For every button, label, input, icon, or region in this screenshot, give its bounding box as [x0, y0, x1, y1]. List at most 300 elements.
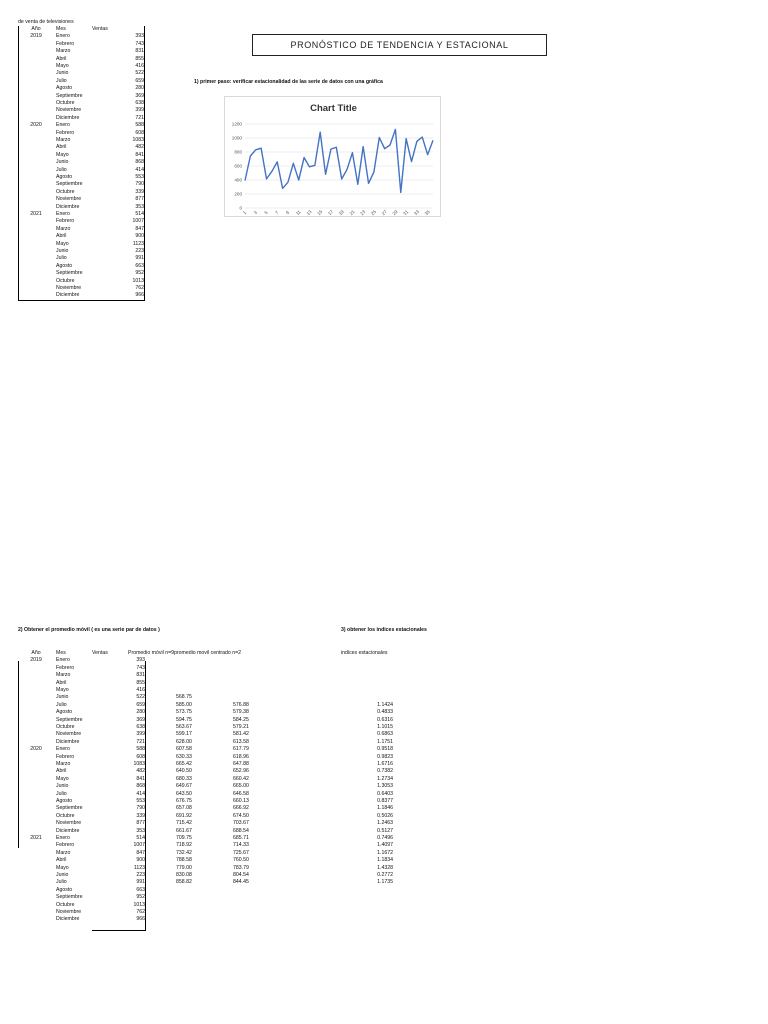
cell-seasonal-index: 0.9518	[377, 746, 393, 753]
cell-year: 2020	[30, 122, 42, 129]
cell-sales: 790	[135, 181, 144, 188]
sales-table-header	[18, 26, 146, 33]
cell-seasonal-index: 0.2772	[377, 872, 393, 878]
table-caption: de venta de televisiones	[18, 19, 74, 25]
cell-sales: 659	[135, 77, 144, 84]
cell-sales: 663	[136, 886, 145, 893]
cell-moving-average: 649.67	[176, 783, 192, 790]
cell-seasonal-index: 0.4833	[377, 709, 393, 716]
cell-sales: 514	[135, 211, 144, 217]
cell-moving-average: 630.33	[176, 753, 192, 760]
table-row	[18, 909, 438, 916]
cell-sales: 762	[135, 285, 144, 291]
cell-month: Noviembre	[56, 285, 82, 291]
cell-sales: 841	[135, 151, 144, 158]
x-tick-label: 19	[337, 209, 345, 217]
table-row	[18, 292, 146, 299]
x-tick-label: 27	[380, 209, 388, 217]
cell-month: Julio	[56, 879, 67, 886]
data-point	[433, 140, 434, 141]
cell-seasonal-index: 1.4097	[377, 842, 393, 849]
table-row	[18, 137, 146, 144]
cell-month: Mayo	[56, 775, 69, 782]
ma-header-month: Mes	[56, 650, 66, 656]
x-tick-label: 31	[402, 209, 410, 217]
x-tick-label: 15	[316, 209, 324, 217]
cell-year: 2020	[30, 746, 42, 753]
cell-month: Julio	[56, 255, 67, 262]
cell-seasonal-index: 0.8377	[377, 798, 393, 804]
table-row	[18, 746, 438, 753]
data-point	[255, 150, 256, 151]
cell-sales: 223	[136, 872, 145, 878]
y-tick-label: 400	[234, 177, 242, 183]
cell-sales: 608	[135, 129, 144, 136]
cell-month: Abril	[56, 144, 67, 151]
cell-month: Enero	[56, 33, 70, 40]
cell-month: Febrero	[56, 129, 75, 136]
cell-month: Enero	[56, 746, 70, 753]
data-point	[379, 137, 380, 138]
cell-sales: 638	[135, 100, 144, 106]
data-point	[427, 154, 428, 155]
cell-month: Mayo	[56, 864, 69, 871]
data-point	[422, 137, 423, 138]
table-row	[18, 754, 438, 761]
ma-header-ma: Promedio móvil n=9	[128, 650, 174, 656]
table-row	[18, 63, 146, 70]
cell-month: Octubre	[56, 100, 75, 106]
table-row	[18, 196, 146, 203]
cell-sales: 991	[135, 255, 144, 262]
table-row	[18, 857, 438, 864]
cell-seasonal-index: 1.6716	[377, 761, 393, 767]
cell-month: Marzo	[56, 761, 71, 767]
ma-table-bottom-border	[92, 930, 146, 931]
cell-month: Diciembre	[56, 738, 80, 745]
table-row	[18, 270, 146, 277]
cell-month: Septiembre	[56, 805, 83, 812]
cell-centered-average: 665.00	[233, 783, 249, 790]
x-tick-label: 35	[423, 209, 431, 217]
cell-month: Mayo	[56, 151, 69, 158]
ma-header-cma: promedio movil centrado n=2	[174, 650, 242, 656]
cell-sales: 868	[135, 159, 144, 166]
table-row	[18, 761, 438, 768]
data-point	[395, 129, 396, 130]
x-tick-label: 17	[327, 209, 335, 217]
cell-month: Junio	[56, 159, 69, 166]
cell-month: Junio	[56, 783, 69, 790]
cell-seasonal-index: 0.6863	[377, 731, 393, 738]
data-point	[400, 192, 401, 193]
cell-seasonal-index: 1.1846	[377, 805, 393, 812]
cell-month: Noviembre	[56, 196, 82, 203]
series-line	[245, 129, 433, 192]
table-row	[18, 241, 146, 248]
x-tick-label: 23	[359, 209, 367, 217]
cell-moving-average: 691.92	[176, 812, 192, 819]
y-tick-label: 1200	[231, 121, 242, 127]
cell-year: 2021	[30, 211, 42, 217]
cell-seasonal-index: 0.9823	[377, 753, 393, 760]
cell-sales: 855	[135, 55, 144, 62]
table-row	[18, 783, 438, 790]
cell-sales: 855	[136, 679, 145, 686]
cell-month: Abril	[56, 768, 67, 775]
cell-month: Junio	[56, 248, 69, 254]
cell-moving-average: 568.75	[176, 694, 192, 701]
cell-sales: 721	[136, 738, 145, 745]
cell-month: Septiembre	[56, 716, 83, 723]
cell-month: Junio	[56, 70, 69, 77]
header-month: Mes	[56, 26, 66, 32]
data-point	[358, 184, 359, 185]
table-row	[18, 842, 438, 849]
cell-month: Octubre	[56, 901, 75, 908]
data-point	[266, 179, 267, 180]
table-row	[18, 813, 438, 820]
cell-sales: 966	[136, 916, 145, 923]
data-point	[288, 182, 289, 183]
data-point	[320, 132, 321, 133]
ma-table-left-border	[18, 661, 19, 848]
sales-table	[18, 26, 146, 302]
data-point	[298, 180, 299, 181]
table-row	[18, 70, 146, 77]
cell-month: Mayo	[56, 687, 69, 693]
cell-month: Febrero	[56, 753, 75, 760]
data-point	[309, 167, 310, 168]
cell-moving-average: 718.92	[176, 842, 192, 849]
cell-seasonal-index: 0.5127	[377, 827, 393, 834]
x-tick-label: 21	[348, 209, 356, 217]
cell-sales: 514	[136, 835, 145, 841]
cell-centered-average: 844.45	[233, 879, 249, 886]
cell-month: Octubre	[56, 188, 75, 195]
cell-centered-average: 660.13	[233, 798, 249, 804]
cell-year: 2019	[30, 33, 42, 40]
cell-month: Septiembre	[56, 92, 83, 99]
step3-heading: 3) obtener los indices estacionales	[341, 627, 427, 633]
cell-month: Julio	[56, 166, 67, 173]
cell-month: Abril	[56, 233, 67, 240]
cell-sales: 482	[135, 144, 144, 151]
cell-month: Enero	[56, 211, 70, 217]
cell-moving-average: 788.58	[176, 857, 192, 864]
table-row	[18, 872, 438, 879]
cell-seasonal-index: 1.1424	[377, 701, 393, 708]
table-row	[18, 181, 146, 188]
cell-sales: 414	[135, 166, 144, 173]
ma-table-right-border	[145, 661, 146, 930]
table-row	[18, 702, 438, 709]
cell-month: Noviembre	[56, 820, 82, 827]
cell-sales: 743	[135, 40, 144, 47]
cell-month: Mayo	[56, 63, 69, 69]
cell-sales: 877	[135, 196, 144, 203]
cell-month: Diciembre	[56, 114, 80, 121]
cell-seasonal-index: 1.2734	[377, 775, 393, 782]
data-point	[374, 172, 375, 173]
cell-centered-average: 581.42	[233, 731, 249, 738]
cell-sales: 522	[135, 70, 144, 77]
cell-centered-average: 646.58	[233, 790, 249, 797]
cell-seasonal-index: 0.6316	[377, 716, 393, 723]
data-point	[245, 180, 246, 181]
cell-month: Julio	[56, 701, 67, 708]
cell-month: Diciembre	[56, 203, 80, 210]
moving-average-table	[18, 650, 438, 930]
cell-moving-average: 607.58	[176, 746, 192, 753]
table-row	[18, 680, 438, 687]
cell-moving-average: 657.08	[176, 805, 192, 812]
chart-plot	[225, 97, 442, 218]
cell-sales: 991	[136, 879, 145, 886]
cell-sales: 762	[136, 909, 145, 915]
cell-month: Marzo	[56, 849, 71, 856]
cell-centered-average: 652.96	[233, 768, 249, 775]
cell-sales: 1083	[133, 761, 145, 767]
cell-moving-average: 594.75	[176, 716, 192, 723]
table-row	[18, 894, 438, 901]
table-row	[18, 93, 146, 100]
data-point	[363, 146, 364, 147]
data-point	[384, 148, 385, 149]
x-tick-label: 33	[412, 209, 421, 217]
cell-year: 2019	[30, 657, 42, 664]
table-row	[18, 731, 438, 738]
table-row	[18, 226, 146, 233]
table-row	[18, 204, 146, 211]
table-row	[18, 805, 438, 812]
table-row	[18, 189, 146, 196]
table-row	[18, 248, 146, 255]
cell-seasonal-index: 0.6403	[377, 790, 393, 797]
cell-month: Octubre	[56, 277, 75, 284]
cell-sales: 1083	[132, 137, 144, 143]
cell-month: Agosto	[56, 85, 73, 92]
table-row	[18, 672, 438, 679]
table-row	[18, 107, 146, 114]
table-row	[18, 717, 438, 724]
cell-centered-average: 783.79	[233, 864, 249, 871]
ma-header-idx: indices estacionales	[341, 650, 388, 656]
table-row	[18, 211, 146, 218]
cell-month: Agosto	[56, 709, 73, 716]
cell-sales: 638	[136, 724, 145, 730]
data-point	[352, 152, 353, 153]
y-tick-label: 200	[234, 191, 242, 197]
cell-sales: 553	[135, 174, 144, 180]
y-tick-label: 0	[239, 205, 242, 211]
cell-sales: 952	[136, 894, 145, 901]
cell-moving-average: 599.17	[176, 731, 192, 738]
cell-sales: 223	[135, 248, 144, 254]
cell-sales: 369	[136, 716, 145, 723]
cell-sales: 1007	[133, 842, 145, 849]
step2-heading: 2) Obtener el promedio móvil ( es una serie par de datos )	[18, 627, 160, 633]
data-point	[347, 169, 348, 170]
cell-sales: 831	[136, 672, 145, 679]
data-point	[272, 171, 273, 172]
cell-centered-average: 617.79	[233, 746, 249, 753]
ma-header-year: Año	[31, 650, 41, 656]
chart-title: Chart Title	[310, 103, 357, 114]
cell-seasonal-index: 1.3053	[377, 783, 393, 790]
cell-month: Octubre	[56, 812, 75, 819]
data-point	[304, 157, 305, 158]
data-point	[331, 149, 332, 150]
cell-moving-average: 665.42	[176, 761, 192, 767]
cell-month: Noviembre	[56, 731, 82, 738]
cell-sales: 831	[135, 48, 144, 55]
cell-moving-average: 573.75	[176, 709, 192, 716]
data-point	[325, 174, 326, 175]
table-row	[18, 56, 146, 63]
x-tick-label: 3	[252, 209, 259, 216]
cell-seasonal-index: 1.2463	[377, 820, 393, 827]
table-row	[18, 850, 438, 857]
cell-month: Abril	[56, 55, 67, 62]
cell-month: Noviembre	[56, 107, 82, 114]
cell-sales: 900	[136, 857, 145, 864]
data-point	[282, 188, 283, 189]
data-point	[406, 138, 407, 139]
x-tick-label: 5	[263, 209, 269, 216]
table-row	[18, 916, 438, 923]
cell-sales: 841	[136, 775, 145, 782]
cell-moving-average: 643.50	[176, 790, 192, 797]
cell-centered-average: 613.58	[233, 738, 249, 745]
cell-sales: 663	[135, 262, 144, 269]
cell-month: Agosto	[56, 262, 73, 269]
cell-month: Agosto	[56, 174, 73, 180]
cell-sales: 743	[136, 664, 145, 671]
cell-month: Agosto	[56, 798, 73, 804]
table-row	[18, 278, 146, 285]
table-row	[18, 48, 146, 55]
x-tick-label: 7	[274, 209, 280, 216]
table-row	[18, 100, 146, 107]
cell-seasonal-index: 0.7496	[377, 835, 393, 841]
cell-sales: 353	[136, 827, 145, 834]
cell-sales: 847	[136, 849, 145, 856]
cell-moving-average: 830.08	[176, 872, 192, 878]
cell-month: Diciembre	[56, 292, 80, 299]
cell-month: Mayo	[56, 240, 69, 247]
table-row	[18, 152, 146, 159]
cell-centered-average: 660.42	[233, 775, 249, 782]
cell-sales: 482	[136, 768, 145, 775]
table-row	[18, 798, 438, 805]
x-tick-label: 11	[294, 209, 302, 217]
cell-month: Septiembre	[56, 181, 83, 188]
ma-table-header	[18, 650, 438, 657]
cell-moving-average: 709.75	[176, 835, 192, 841]
cell-sales: 414	[136, 790, 145, 797]
table-row	[18, 828, 438, 835]
cell-sales: 339	[135, 188, 144, 195]
cell-sales: 553	[136, 798, 145, 804]
cell-centered-average: 576.88	[233, 701, 249, 708]
cell-sales: 399	[135, 107, 144, 114]
cell-sales: 369	[135, 92, 144, 99]
cell-seasonal-index: 1.1834	[377, 857, 393, 864]
cell-month: Enero	[56, 835, 70, 841]
cell-month: Julio	[56, 77, 67, 84]
ma-header-ma-clip	[128, 650, 174, 657]
cell-sales: 339	[136, 812, 145, 819]
cell-moving-average: 676.75	[176, 798, 192, 804]
cell-month: Julio	[56, 790, 67, 797]
cell-sales: 280	[136, 709, 145, 716]
cell-seasonal-index: 1.1751	[377, 738, 393, 745]
cell-month: Febrero	[56, 842, 75, 849]
cell-seasonal-index: 1.1735	[377, 879, 393, 886]
table-row	[18, 865, 438, 872]
cell-sales: 868	[136, 783, 145, 790]
cell-month: Junio	[56, 872, 69, 878]
cell-moving-average: 858.82	[176, 879, 192, 886]
cell-centered-average: 666.92	[233, 805, 249, 812]
cell-sales: 790	[136, 805, 145, 812]
cell-moving-average: 640.50	[176, 768, 192, 775]
table-row	[18, 78, 146, 85]
table-row	[18, 167, 146, 174]
table-row	[18, 218, 146, 225]
cell-centered-average: 579.21	[233, 724, 249, 730]
cell-seasonal-index: 1.1015	[377, 724, 393, 730]
table-row	[18, 657, 438, 664]
cell-month: Marzo	[56, 225, 71, 232]
cell-centered-average: 703.67	[233, 820, 249, 827]
cell-sales: 900	[135, 233, 144, 240]
cell-sales: 399	[136, 731, 145, 738]
cell-sales: 416	[136, 687, 145, 693]
cell-month: Febrero	[56, 218, 75, 225]
cell-month: Octubre	[56, 724, 75, 730]
cell-sales: 877	[136, 820, 145, 827]
cell-centered-average: 685.71	[233, 835, 249, 841]
table-row	[18, 233, 146, 240]
data-point	[390, 145, 391, 146]
cell-moving-average: 628.00	[176, 738, 192, 745]
cell-centered-average: 579.38	[233, 709, 249, 716]
table-row	[18, 820, 438, 827]
cell-moving-average: 563.67	[176, 724, 192, 730]
table-row	[18, 835, 438, 842]
cell-year: 2021	[30, 835, 42, 841]
cell-sales: 966	[135, 292, 144, 299]
cell-sales: 1007	[132, 218, 144, 225]
table-row	[18, 709, 438, 716]
table-row	[18, 115, 146, 122]
cell-centered-average: 714.33	[233, 842, 249, 849]
table-row	[18, 144, 146, 151]
data-point	[293, 163, 294, 164]
cell-sales: 588	[136, 746, 145, 753]
step1-heading: 1) primer paso: verificar estacionalidad de las serie de datos con una gráfica	[194, 79, 383, 85]
cell-sales: 1123	[132, 240, 144, 247]
table-row	[18, 174, 146, 181]
data-point	[261, 148, 262, 149]
table-row	[18, 776, 438, 783]
header-sales: Ventas	[92, 26, 108, 32]
cell-month: Marzo	[56, 48, 71, 55]
x-tick-label: 25	[369, 209, 378, 217]
table-row	[18, 887, 438, 894]
